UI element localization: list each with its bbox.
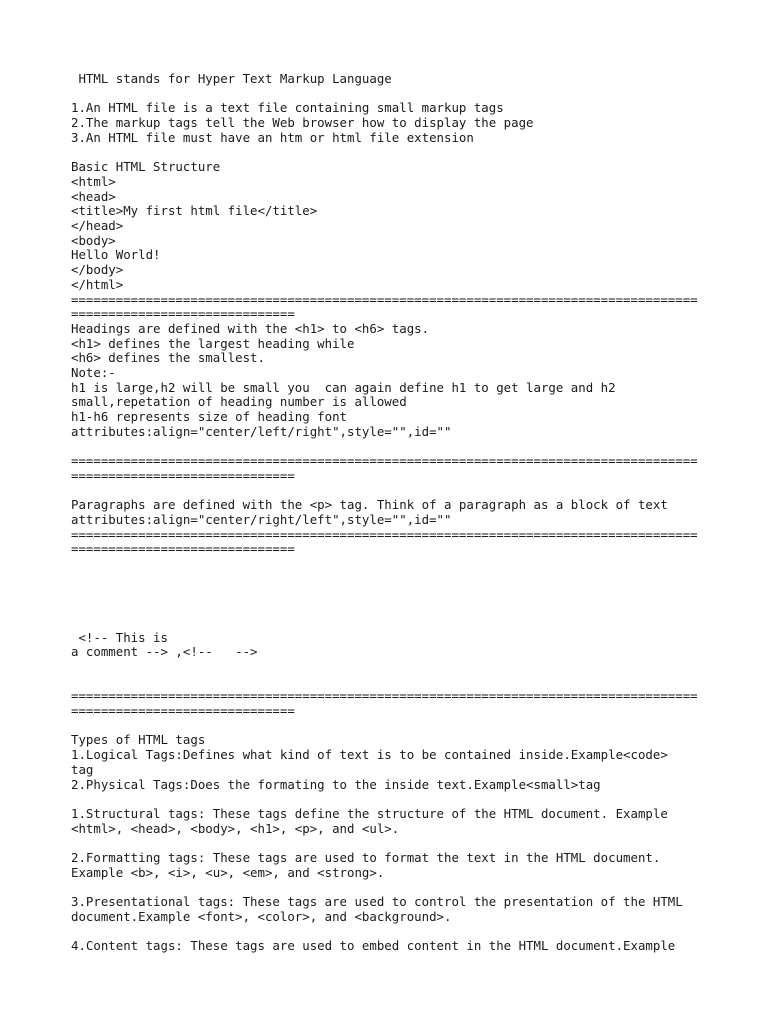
blank-line xyxy=(71,601,711,616)
text-line: 1.Structural tags: These tags define the structure of the HTML document. Example xyxy=(71,805,668,821)
blank-line xyxy=(71,925,711,940)
text-line: <body> xyxy=(71,232,116,248)
text-line: 2.Formatting tags: These tags are used to format the text in the HTML document. xyxy=(71,850,661,866)
text-line: 2.The markup tags tell the Web browser how to display the page xyxy=(71,115,534,131)
text-line: <h6> defines the smallest. xyxy=(71,350,265,366)
blank-line xyxy=(71,880,711,895)
text-line: Example <b>, <i>, <u>, <em>, and <strong>. xyxy=(71,864,385,880)
text-line: 1.Logical Tags:Defines what kind of text is to be contained inside.Example<code> xyxy=(71,747,668,763)
text-line: <head> xyxy=(71,188,116,204)
text-line: h1-h6 represents size of heading font xyxy=(71,409,348,425)
text-line: attributes:align="center/right/left",style="",id="" xyxy=(71,512,452,528)
blank-line xyxy=(71,146,711,161)
separator-line: ==================================================================================== xyxy=(71,453,698,469)
blank-line xyxy=(71,616,711,631)
blank-line xyxy=(71,719,711,734)
blank-line xyxy=(71,557,711,572)
text-line: </html> xyxy=(71,276,124,292)
text-line: <title>My first html file</title> xyxy=(71,203,318,219)
text-line: Note:- xyxy=(71,365,116,381)
text-line: h1 is large,h2 will be small you can again define h1 to get large and h2 xyxy=(71,379,616,395)
text-line: small,repetation of heading number is allowed xyxy=(71,394,407,410)
text-line: document.Example <font>, <color>, and <background>. xyxy=(71,908,452,924)
text-line: Types of HTML tags xyxy=(71,732,206,748)
blank-line xyxy=(71,836,711,851)
blank-line xyxy=(71,572,711,587)
blank-line xyxy=(71,440,711,455)
separator-line: ============================== xyxy=(71,467,295,483)
text-line: Basic HTML Structure xyxy=(71,159,221,175)
separator-line: ============================== xyxy=(71,703,295,719)
text-line: 1.An HTML file is a text file containing small markup tags xyxy=(71,100,504,116)
text-line: Paragraphs are defined with the <p> tag. Think of a paragraph as a block of text xyxy=(71,497,668,513)
blank-line xyxy=(71,792,711,807)
text-line: 3.Presentational tags: These tags are used to control the presentation of the HTML xyxy=(71,894,683,910)
text-line: Hello World! xyxy=(71,247,161,263)
blank-line xyxy=(71,87,711,102)
blank-line xyxy=(71,675,711,690)
text-line: 2.Physical Tags:Does the formating to the inside text.Example<small>tag xyxy=(71,776,601,792)
text-line: <h1> defines the largest heading while xyxy=(71,335,355,351)
separator-line: ==================================================================================== xyxy=(71,291,698,307)
blank-line xyxy=(71,484,711,499)
text-line: a comment --> ,<!-- --> xyxy=(71,644,258,660)
separator-line: ============================== xyxy=(71,306,295,322)
text-line: </head> xyxy=(71,218,124,233)
separator-line: ==================================================================================== xyxy=(71,526,698,542)
text-line: attributes:align="center/left/right",style="",id="" xyxy=(71,423,452,439)
blank-line xyxy=(71,660,711,675)
text-line: HTML stands for Hyper Text Markup Language xyxy=(71,71,392,86)
text-line: Headings are defined with the <h1> to <h6> tags. xyxy=(71,320,430,336)
text-line: <html>, <head>, <body>, <h1>, <p>, and <ul>. xyxy=(71,820,400,836)
text-line: </body> xyxy=(71,262,124,278)
blank-line xyxy=(71,587,711,602)
text-line: <html> xyxy=(71,173,116,189)
text-line: <!-- This is xyxy=(71,629,168,645)
text-line: tag xyxy=(71,761,94,777)
separator-line: ==================================================================================== xyxy=(71,688,698,704)
text-line: 3.An HTML file must have an htm or html file extension xyxy=(71,129,474,145)
text-line: 4.Content tags: These tags are used to embed content in the HTML document.Example xyxy=(71,938,676,954)
separator-line: ============================== xyxy=(71,541,295,557)
document-page xyxy=(71,72,711,954)
